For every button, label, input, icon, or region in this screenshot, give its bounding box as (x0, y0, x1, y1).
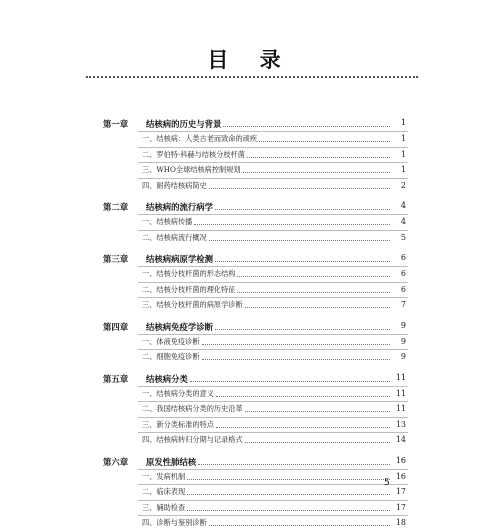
section-title: 二、结核病流行概况 (142, 232, 207, 242)
toc-section-entry[interactable] (0, 334, 500, 350)
toc-section-entry[interactable] (0, 484, 500, 500)
section-title: 四、结核病转归分期与记录格式 (142, 435, 243, 444)
toc-section-entry[interactable] (0, 469, 500, 485)
leader-dots (209, 188, 390, 189)
section-title: 三、WHO全球结核病控制规划 (142, 165, 241, 174)
section-page-number: 1 (400, 165, 406, 174)
toc-section-entry[interactable] (0, 386, 500, 402)
leader-dots (245, 307, 390, 308)
section-page-number: 13 (395, 419, 406, 429)
chapter-number: 第六章 (103, 456, 129, 467)
toc-section-entry[interactable] (0, 432, 500, 448)
toc-section-entry[interactable] (0, 266, 500, 282)
section-title: 一、体液免疫诊断 (142, 336, 200, 346)
chapter-page-number: 4 (400, 201, 406, 210)
toc-section-entry[interactable] (0, 162, 500, 178)
section-page-number: 7 (400, 300, 406, 309)
section-title: 三、新分类标准的特点 (142, 419, 214, 429)
section-title: 三、辅助检查 (142, 502, 186, 512)
toc-section-entry[interactable] (0, 500, 500, 516)
section-page-number: 18 (395, 518, 406, 527)
section-title: 一、发病机制 (142, 471, 186, 481)
chapter-page-number: 11 (395, 372, 406, 382)
toc-section-entry[interactable] (0, 297, 500, 313)
section-page-number: 5 (400, 232, 406, 242)
section-page-number: 6 (400, 284, 406, 294)
chapter-page-number: 1 (400, 118, 406, 127)
toc-section-entry[interactable] (0, 282, 500, 298)
leader-dots (194, 224, 390, 225)
toc-section-entry[interactable] (0, 417, 500, 433)
toc-section-entry[interactable] (0, 401, 500, 417)
toc-section-entry[interactable] (0, 178, 500, 194)
section-title: 一、结核病：人类古老而致命的顽疾 (142, 134, 258, 143)
section-page-number: 1 (400, 134, 406, 143)
chapter-number: 第一章 (103, 119, 129, 129)
section-page-number: 14 (395, 435, 406, 444)
section-title: 二、罗伯特·科赫与结核分枝杆菌 (142, 149, 245, 159)
leader-dots (187, 479, 390, 480)
chapter-number: 第三章 (103, 254, 129, 264)
toc-chapter-entry[interactable] (0, 251, 500, 266)
chapter-page-number: 9 (400, 320, 406, 330)
leader-dots (187, 494, 390, 495)
leader-dots (237, 276, 390, 277)
toc-section-entry[interactable] (0, 214, 500, 230)
leader-dots (202, 344, 390, 345)
section-page-number: 16 (395, 471, 406, 481)
section-title: 二、临床表现 (142, 487, 186, 496)
leader-dots (247, 157, 390, 158)
chapter-page-number: 6 (400, 253, 406, 262)
toc-chapter-entry[interactable] (0, 319, 500, 334)
leader-dots (215, 329, 390, 330)
section-page-number: 17 (395, 502, 406, 512)
toc-entries (0, 116, 500, 531)
section-title: 一、结核病分类的意义 (142, 388, 214, 398)
chapter-title: 原发性肺结核 (146, 456, 197, 467)
section-title: 三、结核分枝杆菌的病原学诊断 (142, 300, 243, 309)
section-page-number: 17 (395, 487, 406, 496)
toc-section-entry[interactable] (0, 230, 500, 246)
toc-section-entry[interactable] (0, 515, 500, 531)
section-title: 一、结核病传播 (142, 217, 193, 226)
toc-chapter-entry[interactable] (0, 454, 500, 469)
toc-title: 目 录 (207, 48, 293, 72)
toc-chapter-entry[interactable] (0, 371, 500, 386)
section-page-number: 6 (400, 269, 406, 278)
leader-dots (202, 359, 390, 360)
section-title: 二、结核分枝杆菌的理化特征 (142, 284, 236, 294)
toc-section-entry[interactable] (0, 131, 500, 147)
leader-dots (215, 261, 390, 262)
toc-section-entry[interactable] (0, 349, 500, 365)
leader-dots (259, 141, 390, 142)
leader-dots (190, 381, 390, 382)
section-title: 一、结核分枝杆菌的形态结构 (142, 269, 236, 278)
section-page-number: 4 (400, 217, 406, 226)
leader-dots (216, 427, 390, 428)
leader-dots (245, 442, 390, 443)
section-page-number: 9 (400, 352, 406, 361)
toc-chapter-entry[interactable] (0, 116, 500, 131)
leader-dots (198, 464, 390, 465)
chapter-title: 结核病的流行病学 (146, 202, 213, 212)
toc-chapter-entry[interactable] (0, 199, 500, 214)
section-page-number: 11 (395, 388, 406, 398)
section-page-number: 11 (395, 404, 406, 413)
chapter-number: 第四章 (103, 321, 129, 332)
chapter-title: 结核病病原学检测 (146, 254, 213, 264)
section-title: 二、我国结核病分类的历史沿革 (142, 404, 243, 413)
title-dotted-rule (86, 76, 418, 78)
leader-dots (209, 525, 390, 526)
chapter-number: 第二章 (103, 202, 129, 212)
section-title: 二、细胞免疫诊断 (142, 352, 200, 361)
leader-dots (245, 411, 390, 412)
chapter-page-number: 16 (395, 455, 406, 465)
leader-dots (243, 172, 390, 173)
section-title: 四、耐药结核病简史 (142, 180, 207, 190)
chapter-number: 第五章 (103, 373, 129, 384)
leader-dots (209, 240, 390, 241)
leader-dots (237, 292, 390, 293)
leader-dots (216, 396, 390, 397)
leader-dots (187, 510, 390, 511)
section-page-number: 9 (400, 336, 406, 346)
leader-dots (215, 209, 390, 210)
toc-section-entry[interactable] (0, 147, 500, 163)
chapter-title: 结核病分类 (146, 373, 188, 384)
chapter-title: 结核病免疫学诊断 (146, 321, 213, 332)
page-number: 5 (384, 478, 390, 488)
section-title: 四、诊断与鉴别诊断 (142, 518, 207, 527)
section-page-number: 2 (400, 180, 406, 190)
chapter-title: 结核病的历史与背景 (146, 119, 222, 129)
section-page-number: 1 (400, 149, 406, 159)
leader-dots (223, 126, 390, 127)
